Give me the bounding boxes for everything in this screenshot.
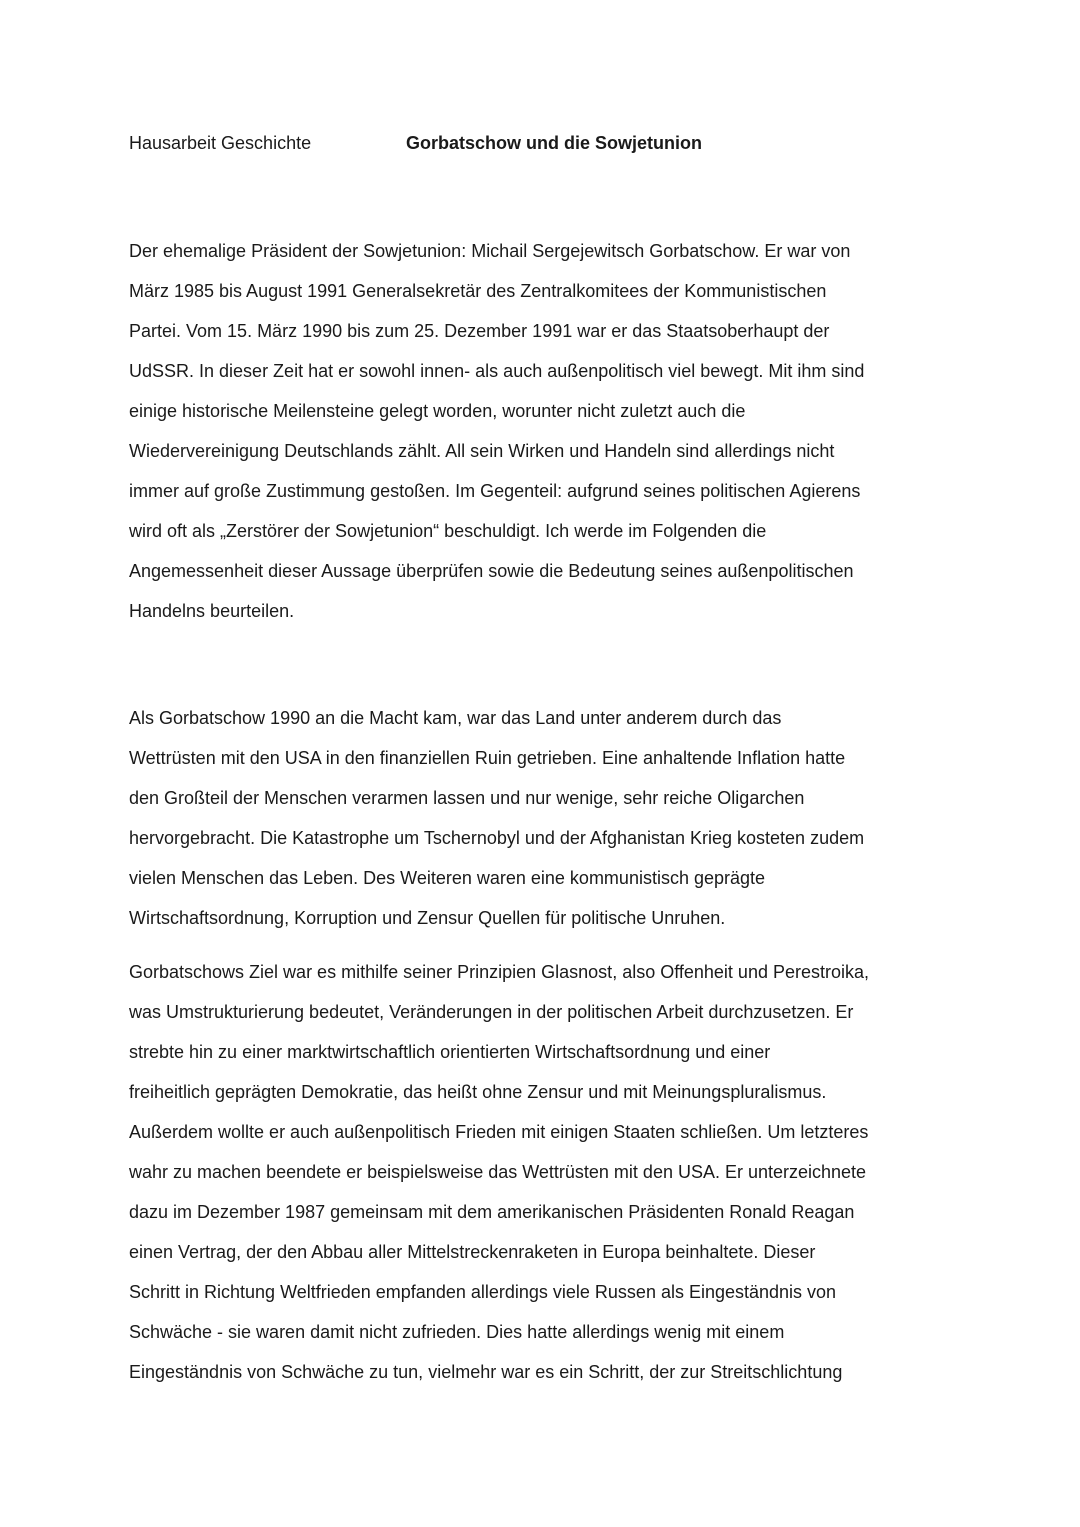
paragraph-background <box>129 698 969 938</box>
text-line: Eingeständnis von Schwäche zu tun, vielmehr war es ein Schritt, der zur Streitschlichtung <box>129 1362 843 1382</box>
text-line: einige historische Meilensteine gelegt worden, worunter nicht zuletzt auch die <box>129 401 746 421</box>
text-line: Wiedervereinigung Deutschlands zählt. All sein Wirken und Handeln sind allerdings nicht <box>129 441 835 461</box>
paragraph-goals <box>129 952 969 1392</box>
paragraph-intro <box>129 231 969 631</box>
text-line: UdSSR. In dieser Zeit hat er sowohl innen- als auch außenpolitisch viel bewegt. Mit ihm sind <box>129 361 865 381</box>
text-line: Schritt in Richtung Weltfrieden empfanden allerdings viele Russen als Eingeständnis von <box>129 1282 837 1302</box>
text-line: Der ehemalige Präsident der Sowjetunion: Michail Sergejewitsch Gorbatschow. Er war von <box>129 241 851 261</box>
text-line: wahr zu machen beendete er beispielsweise das Wettrüsten mit den USA. Er unterzeichnete <box>129 1162 867 1182</box>
text-line: strebte hin zu einer marktwirtschaftlich orientierten Wirtschaftsordnung und einer <box>129 1042 771 1062</box>
document-title: Gorbatschow und die Sowjetunion <box>406 133 702 153</box>
page-header <box>129 129 959 157</box>
text-line: einen Vertrag, der den Abbau aller Mittelstreckenraketen in Europa beinhaltete. Dieser <box>129 1242 816 1262</box>
header-subject: Hausarbeit Geschichte <box>129 133 312 153</box>
text-line: Partei. Vom 15. März 1990 bis zum 25. Dezember 1991 war er das Staatsoberhaupt der <box>129 321 830 341</box>
text-line: Handelns beurteilen. <box>129 601 295 621</box>
text-line: den Großteil der Menschen verarmen lassen und nur wenige, sehr reiche Oligarchen <box>129 788 805 808</box>
text-line: hervorgebracht. Die Katastrophe um Tschernobyl und der Afghanistan Krieg kosteten zudem <box>129 828 865 848</box>
text-line: Schwäche - sie waren damit nicht zufrieden. Dies hatte allerdings wenig mit einem <box>129 1322 785 1342</box>
text-line: vielen Menschen das Leben. Des Weiteren waren eine kommunistisch geprägte <box>129 868 766 888</box>
text-line: freiheitlich geprägten Demokratie, das heißt ohne Zensur und mit Meinungspluralismus. <box>129 1082 827 1102</box>
text-line: März 1985 bis August 1991 Generalsekretär des Zentralkomitees der Kommunistischen <box>129 281 827 301</box>
text-line: Wettrüsten mit den USA in den finanziellen Ruin getrieben. Eine anhaltende Inflation hatte <box>129 748 846 768</box>
text-line: dazu im Dezember 1987 gemeinsam mit dem amerikanischen Präsidenten Ronald Reagan <box>129 1202 855 1222</box>
text-line: Als Gorbatschow 1990 an die Macht kam, war das Land unter anderem durch das <box>129 708 782 728</box>
text-line: immer auf große Zustimmung gestoßen. Im Gegenteil: aufgrund seines politischen Agierens <box>129 481 861 501</box>
text-line: Angemessenheit dieser Aussage überprüfen sowie die Bedeutung seines außenpolitischen <box>129 561 854 581</box>
text-line: was Umstrukturierung bedeutet, Veränderungen in der politischen Arbeit durchzusetzen. Er <box>129 1002 854 1022</box>
text-line: wird oft als „Zerstörer der Sowjetunion“ beschuldigt. Ich werde im Folgenden die <box>129 521 767 541</box>
text-line: Außerdem wollte er auch außenpolitisch Frieden mit einigen Staaten schließen. Um letzteres <box>129 1122 869 1142</box>
text-line: Wirtschaftsordnung, Korruption und Zensur Quellen für politische Unruhen. <box>129 908 726 928</box>
text-line: Gorbatschows Ziel war es mithilfe seiner Prinzipien Glasnost, also Offenheit und Perestroika, <box>129 962 870 982</box>
